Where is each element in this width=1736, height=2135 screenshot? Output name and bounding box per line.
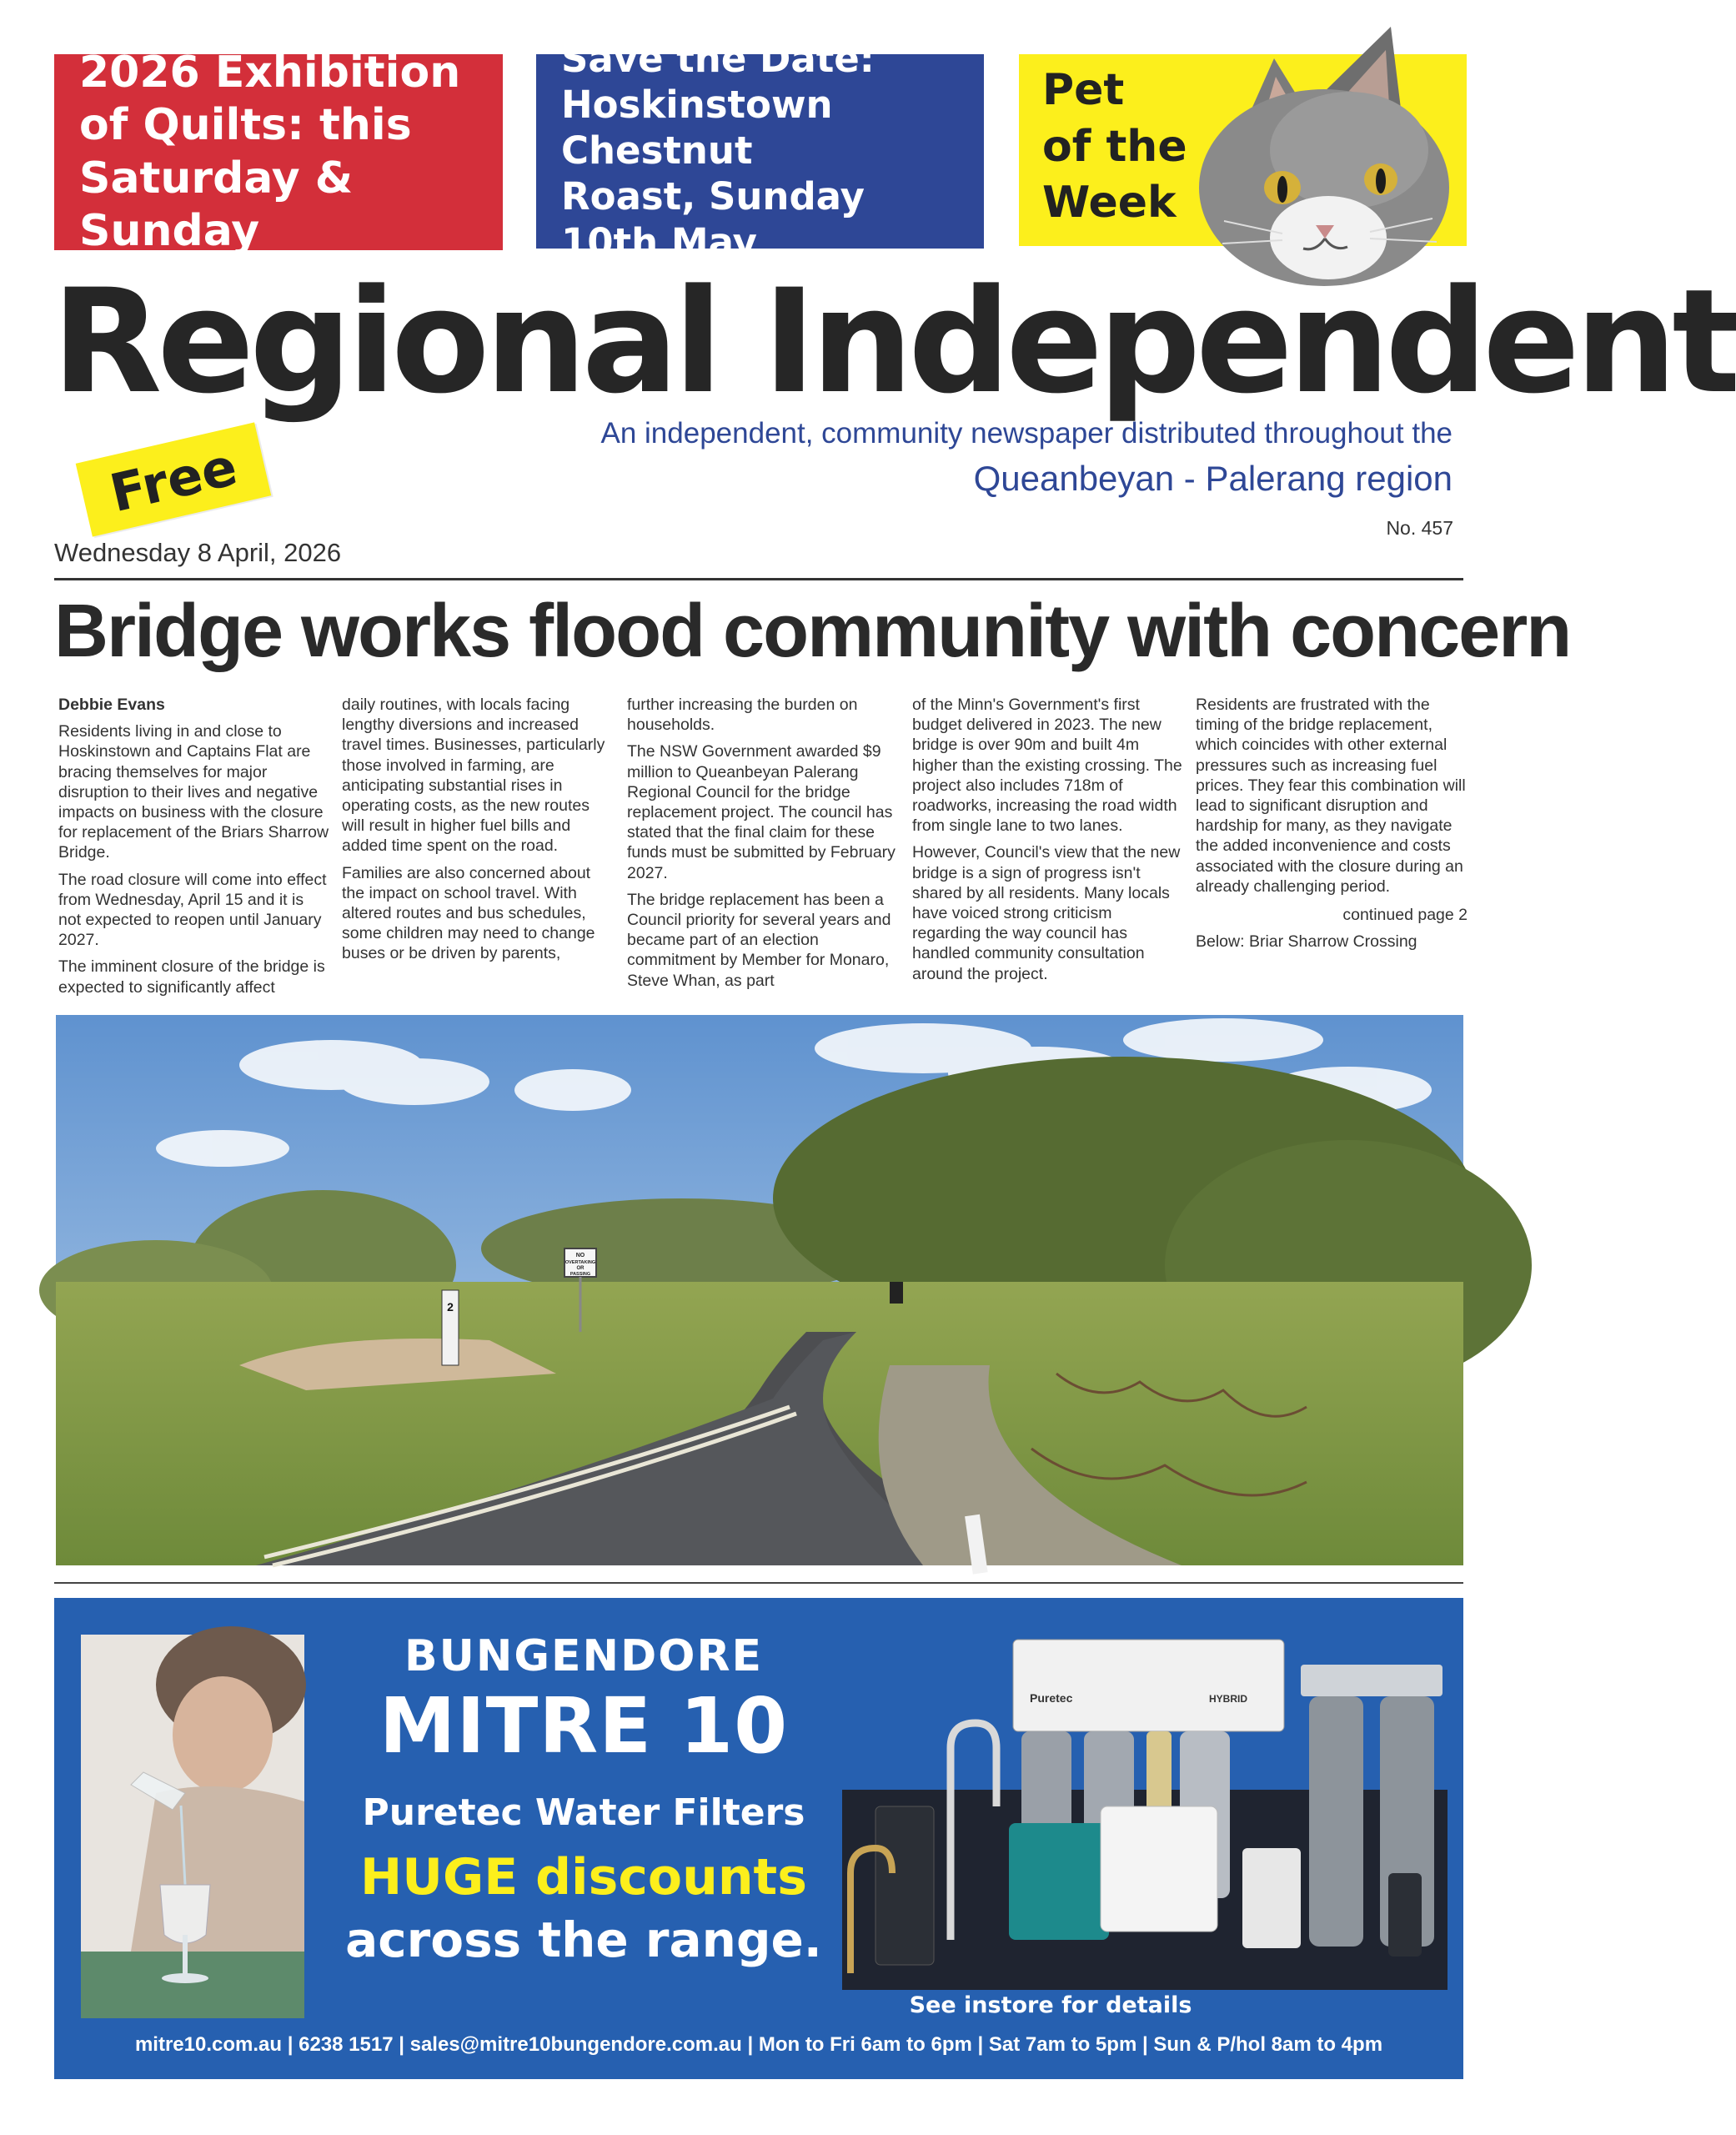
article-paragraph: daily routines, with locals facing lengthy diversions and increased travel times. Businesses, particularly those involved in farming, are anticipating substantial rises in operating costs, as the new routes will result in higher fuel bills and added time spent on the road.: [342, 696, 605, 856]
depth-marker-text: 2: [447, 1300, 454, 1314]
ad-water-glass-image: [81, 1635, 304, 2018]
article-column-5: [1196, 695, 1468, 958]
ad-contact-footer[interactable]: mitre10.com.au | 6238 1517 | sales@mitre10bungendore.com.au | Mon to Fri 6am to 6pm | Sat 7am to 5pm | Sun & P/hol 8am to 4pm: [134, 2033, 1383, 2056]
mitre10-advertisement[interactable]: [54, 1598, 1463, 2079]
continued-note: continued page 2: [1342, 906, 1468, 925]
article-headline: Bridge works flood community with concern: [54, 590, 1571, 673]
promo-chestnut-text: Save the Date: Hoskinstown Chestnut Roast, Sunday 10th May: [561, 37, 875, 264]
sign-text-4: PASSING: [569, 1272, 591, 1277]
article-photo: [56, 1015, 1463, 1565]
ad-discount-text: HUGE discounts: [360, 1848, 807, 1906]
promo-pet-text: Pet of the Week: [1042, 65, 1187, 229]
free-badge: Free: [76, 422, 272, 536]
masthead-title: Regional Independent: [52, 258, 1736, 425]
ad-product-name: Puretec Water Filters: [362, 1791, 805, 1834]
article-paragraph: However, Council's view that the new bridge is a sign of progress isn't shared by all residents. Many locals have voiced strong criticism regarding the way council has handled community consultation around the project.: [912, 843, 1181, 983]
ad-range-text: across the range.: [345, 1911, 822, 1968]
puretec-label: Puretec: [1030, 1691, 1073, 1705]
photo-caption: Below: Briar Sharrow Crossing: [1196, 932, 1417, 952]
ad-instore-note: See instore for details: [909, 1992, 1192, 2018]
article-paragraph: further increasing the burden on households.: [627, 696, 858, 735]
article-paragraph: Residents are frustrated with the timing of the bridge replacement, which coincides with other external pressures such as increasing fuel prices. They fear this combination will lead to significant disruption and hardship for many, as they navigate the added inconvenience and costs associated with the closure during an already challenging period.: [1196, 696, 1466, 896]
article-column-2: [342, 695, 614, 971]
sign-text-3: OR: [576, 1266, 585, 1271]
article-paragraph: Residents living in and close to Hoskinstown and Captains Flat are bracing themselves for major disruption to their lives and negative impacts on business with the closure for replacement of the Briars Sharrow Bridge.: [58, 722, 329, 862]
article-paragraph: The road closure will come into effect from Wednesday, April 15 and it is not expected to reopen until January 2027.: [58, 870, 327, 950]
ad-store-name-line-2: MITRE 10: [379, 1681, 789, 1771]
sign-text-1: NO: [575, 1253, 585, 1258]
article-column-4: [912, 695, 1184, 991]
article-byline: Debbie Evans: [58, 696, 165, 714]
hybrid-label: HYBRID: [1209, 1693, 1248, 1705]
article-paragraph: The bridge replacement has been a Council priority for several years and became part of an election commitment by Member for Monaro, Steve Whan, as part: [627, 890, 891, 990]
article-column-3: [627, 695, 899, 997]
sign-text-2: OVERTAKING: [564, 1260, 596, 1265]
issue-number: No. 457: [1386, 517, 1453, 539]
masthead-tagline: An independent, community newspaper distributed throughout the: [600, 417, 1453, 450]
cat-face-icon: [1182, 25, 1466, 284]
issue-date: Wednesday 8 April, 2026: [54, 538, 342, 567]
article-paragraph: Families are also concerned about the impact on school travel. With altered routes and bus schedules, some children may need to change buses or be driven by parents,: [342, 863, 595, 963]
article-paragraph: of the Minn's Government's first budget delivered in 2023. The new bridge is over 90m and built 4m higher than the existing crossing. The project also includes 718m of roadworks, increasing the road width from single lane to two lanes.: [912, 696, 1182, 836]
divider: [54, 578, 1463, 580]
masthead-region: Queanbeyan - Palerang region: [973, 459, 1453, 498]
promo-chestnut-box: [536, 37, 984, 264]
promo-quilts-box: [54, 47, 503, 256]
ad-filter-products-image: [842, 1623, 1448, 2007]
ad-store-name-line-1: BUNGENDORE: [404, 1631, 764, 1681]
article-column-1: [58, 695, 330, 1004]
divider: [54, 1582, 1463, 1584]
article-paragraph: The imminent closure of the bridge is expected to significantly affect: [58, 957, 325, 997]
article-paragraph: The NSW Government awarded $9 million to Queanbeyan Palerang Regional Council for the bridge replacement project. The council has stated that the final claim for these funds must be submitted by February 2027.: [627, 742, 896, 882]
promo-quilts-text: 2026 Exhibition of Quilts: this Saturday & Sunday: [79, 47, 461, 256]
road-landscape-image: [56, 1015, 1463, 1565]
